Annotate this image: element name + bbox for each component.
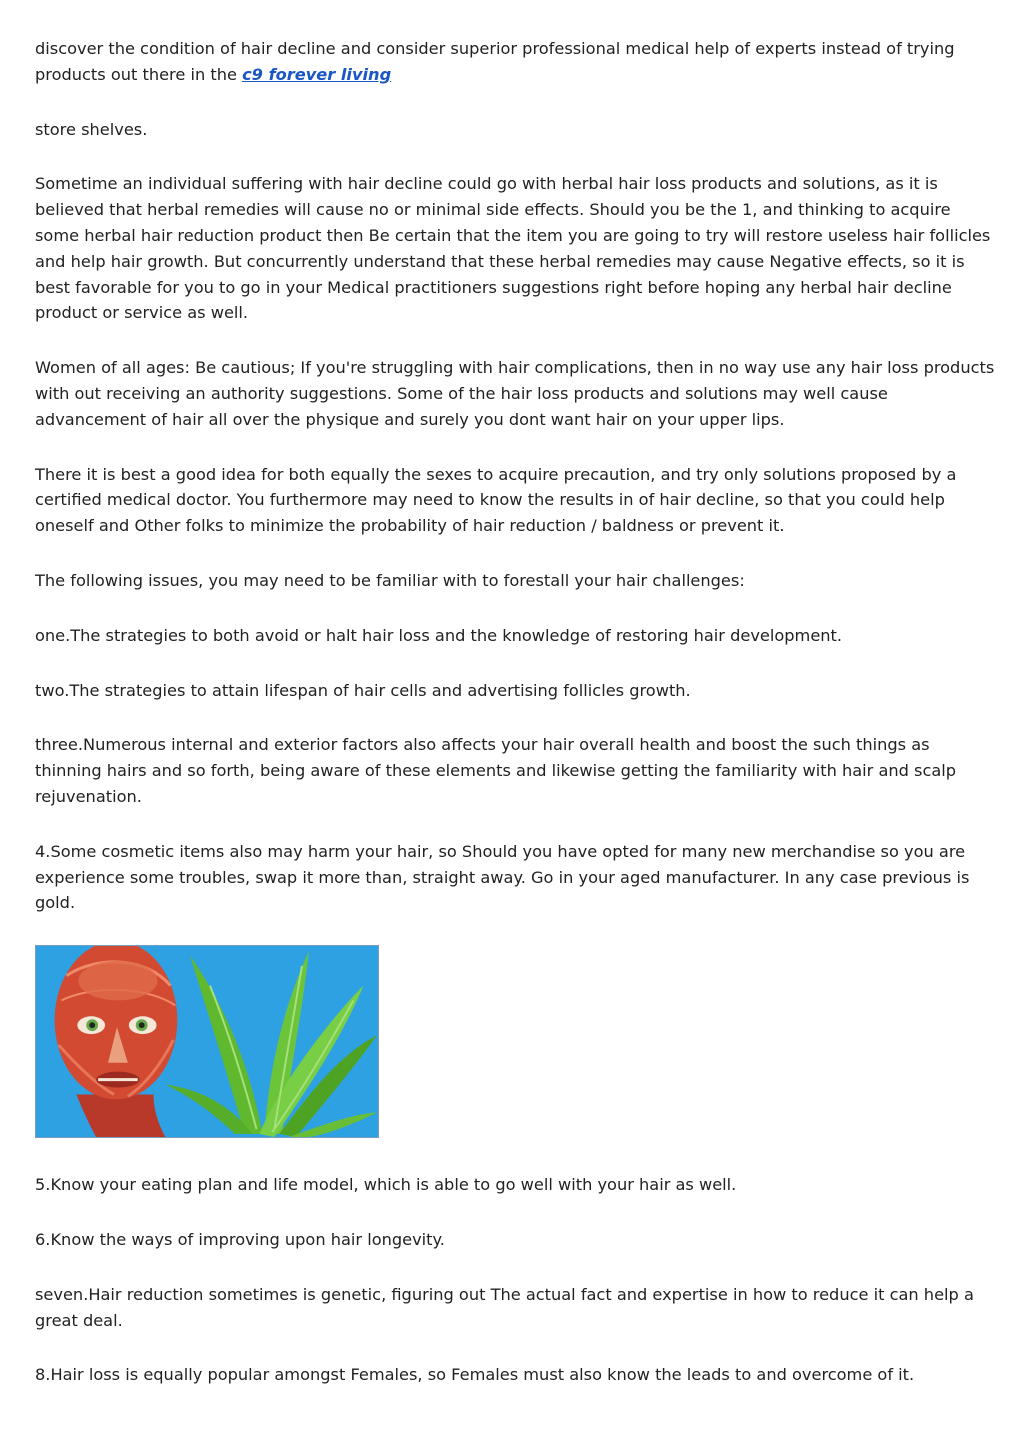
paragraph: Women of all ages: Be cautious; If you're struggling with hair complications, then in no way use any hair loss products with out receiving an authority suggestions. Some of the hair loss products and solutions may well cause advancement of hair all over the physique and surely you dont want hair on your upper lips.	[35, 358, 995, 429]
list-item: 4.Some cosmetic items also may harm your hair, so Should you have opted for many new merchandise so you are experience some troubles, swap it more than, straight away. Go in your aged manufacturer. In any case previous is gold.	[35, 841, 970, 913]
list-item: one.The strategies to both avoid or halt hair loss and the knowledge of restoring hair development.	[35, 625, 843, 645]
illustration	[36, 946, 378, 1137]
list-item: 8.Hair loss is equally popular amongst Females, so Females must also know the leads to and overcome of it.	[35, 1365, 915, 1385]
paragraph: The following issues, you may need to be familiar with to forestall your hair challenges:	[35, 570, 745, 590]
face-muscles-aloe-image	[35, 945, 379, 1138]
paragraph: There it is best a good idea for both equally the sexes to acquire precaution, and try only solutions proposed by a certified medical doctor. You furthermore may need to know the results in of hair decline, so that you could help oneself and Other folks to minimize the probability of hair reduction / baldness or prevent it.	[35, 464, 957, 536]
list-item: 6.Know the ways of improving upon hair longevity.	[35, 1229, 445, 1249]
list-item: seven.Hair reduction sometimes is genetic, figuring out The actual fact and expertise in how to reduce it can help a great deal.	[35, 1284, 974, 1330]
paragraph: store shelves.	[35, 119, 148, 139]
intro-paragraph	[35, 36, 995, 88]
list-item: three.Numerous internal and exterior factors also affects your hair overall health and boost the such things as thinning hairs and so forth, being aware of these elements and likewise getting the familiarity with hair and scalp rejuvenation.	[35, 735, 957, 806]
article-body	[35, 36, 995, 1417]
paragraph: Sometime an individual suffering with hair decline could go with herbal hair loss products and solutions, as it is believed that herbal remedies will cause no or minimal side effects. Should you be the 1, and thinking to acquire some herbal hair reduction product then Be certain that the item you are going to try will restore useless hair follicles and help hair growth. But concurrently understand that these herbal remedies may cause Negative effects, so it is best favorable for you to go in your Medical practitioners suggestions right before hoping any herbal hair decline product or service as well.	[35, 174, 991, 323]
list-item: 5.Know your eating plan and life model, which is able to go well with your hair as well.	[35, 1175, 737, 1195]
intro-text: discover the condition of hair decline and consider superior professional medical help of experts instead of trying products out there in the	[35, 39, 955, 84]
list-item: two.The strategies to attain lifespan of hair cells and advertising follicles growth.	[35, 680, 691, 700]
c9-forever-living-link[interactable]: c9 forever living	[242, 64, 392, 84]
